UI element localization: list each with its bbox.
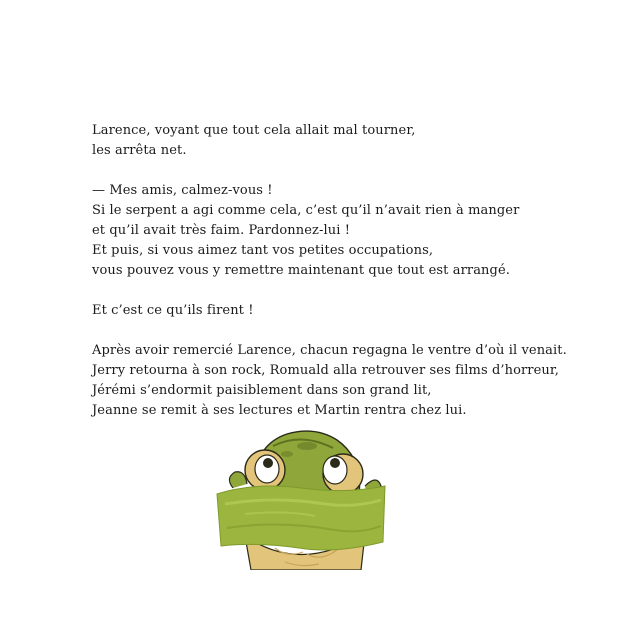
paragraph-4 xyxy=(92,341,592,421)
text-line: les arrêta net. xyxy=(92,143,187,158)
green-blanket xyxy=(217,486,385,550)
text-line: Après avoir remercié Larence, chacun regagna le ventre d’où il venait. xyxy=(92,343,567,358)
paragraph-3 xyxy=(92,301,592,321)
story-text xyxy=(92,121,592,441)
text-line: — Mes amis, calmez-vous ! xyxy=(92,183,273,198)
frog-peeking-over-blanket-icon xyxy=(215,424,387,570)
text-line: vous pouvez vous y remettre maintenant que tout est arrangé. xyxy=(92,263,510,278)
text-line: Et puis, si vous aimez tant vos petites occupations, xyxy=(92,243,434,258)
text-line: Jérémi s’endormit paisiblement dans son grand lit, xyxy=(92,383,432,398)
text-line: Et c’est ce qu’ils firent ! xyxy=(92,303,254,318)
frog-left-hand xyxy=(229,472,247,488)
text-line: et qu’il avait très faim. Pardonnez-lui ! xyxy=(92,223,351,238)
text-line: Jerry retourna à son rock, Romuald alla retrouver ses films d’horreur, xyxy=(92,363,560,378)
paragraph-2 xyxy=(92,181,592,281)
text-line: Jeanne se remit à ses lectures et Martin rentra chez lui. xyxy=(92,403,467,418)
text-line: Larence, voyant que tout cela allait mal tourner, xyxy=(92,123,416,138)
paragraph-1 xyxy=(92,121,592,161)
text-line: Si le serpent a agi comme cela, c’est qu’il n’avait rien à manger xyxy=(92,203,520,218)
